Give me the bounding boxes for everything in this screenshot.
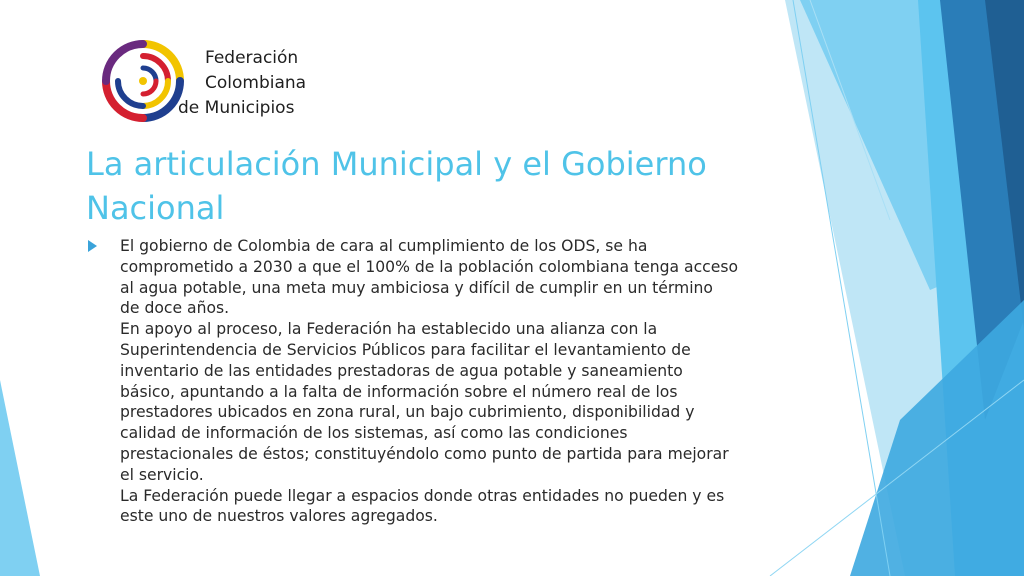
body-line: comprometido a 2030 a que el 100% de la población colombiana tenga acceso <box>120 257 738 276</box>
body-line: En apoyo al proceso, la Federación ha establecido una alianza con la <box>120 320 658 339</box>
body-line: prestacionales de éstos; constituyéndolo como punto de partida para mejorar <box>120 444 729 463</box>
title-line-1: La articulación Municipal y el Gobierno <box>86 145 707 183</box>
body-line: prestadores ubicados en zona rural, un bajo cubrimiento, disponibilidad y <box>120 403 695 422</box>
body-line: El gobierno de Colombia de cara al cumplimiento de los ODS, se ha <box>120 237 648 255</box>
logo-line-3: de Municipios <box>178 98 295 118</box>
body-line: este uno de nuestros valores agregados. <box>120 507 438 526</box>
logo-text <box>178 46 307 121</box>
body-line: inventario de las entidades prestadoras de agua potable y saneamiento <box>120 361 683 380</box>
body-line: de doce años. <box>120 299 230 318</box>
body-line: La Federación puede llegar a espacios donde otras entidades no pueden y es <box>120 486 725 505</box>
logo-line-1: Federación <box>205 48 299 68</box>
body-line: al agua potable, una meta muy ambiciosa y difícil de cumplir en un término <box>120 278 713 297</box>
body-bullet <box>88 236 798 527</box>
body-line: calidad de información de los sistemas, así como las condiciones <box>120 424 628 443</box>
logo-line-2: Colombiana <box>205 73 307 93</box>
spiral-logo-icon <box>100 38 186 124</box>
title-line-2: Nacional <box>86 189 225 227</box>
body-line: el servicio. <box>120 465 204 484</box>
logo <box>100 36 330 128</box>
slide-title <box>86 142 776 230</box>
body-paragraph <box>120 236 798 527</box>
left-corner-panel <box>0 380 40 576</box>
body-line: básico, apuntando a la falta de información sobre el número real de los <box>120 382 678 401</box>
triangle-bullet-icon <box>88 240 97 252</box>
body-line: Superintendencia de Servicios Públicos para facilitar el levantamiento de <box>120 340 691 359</box>
